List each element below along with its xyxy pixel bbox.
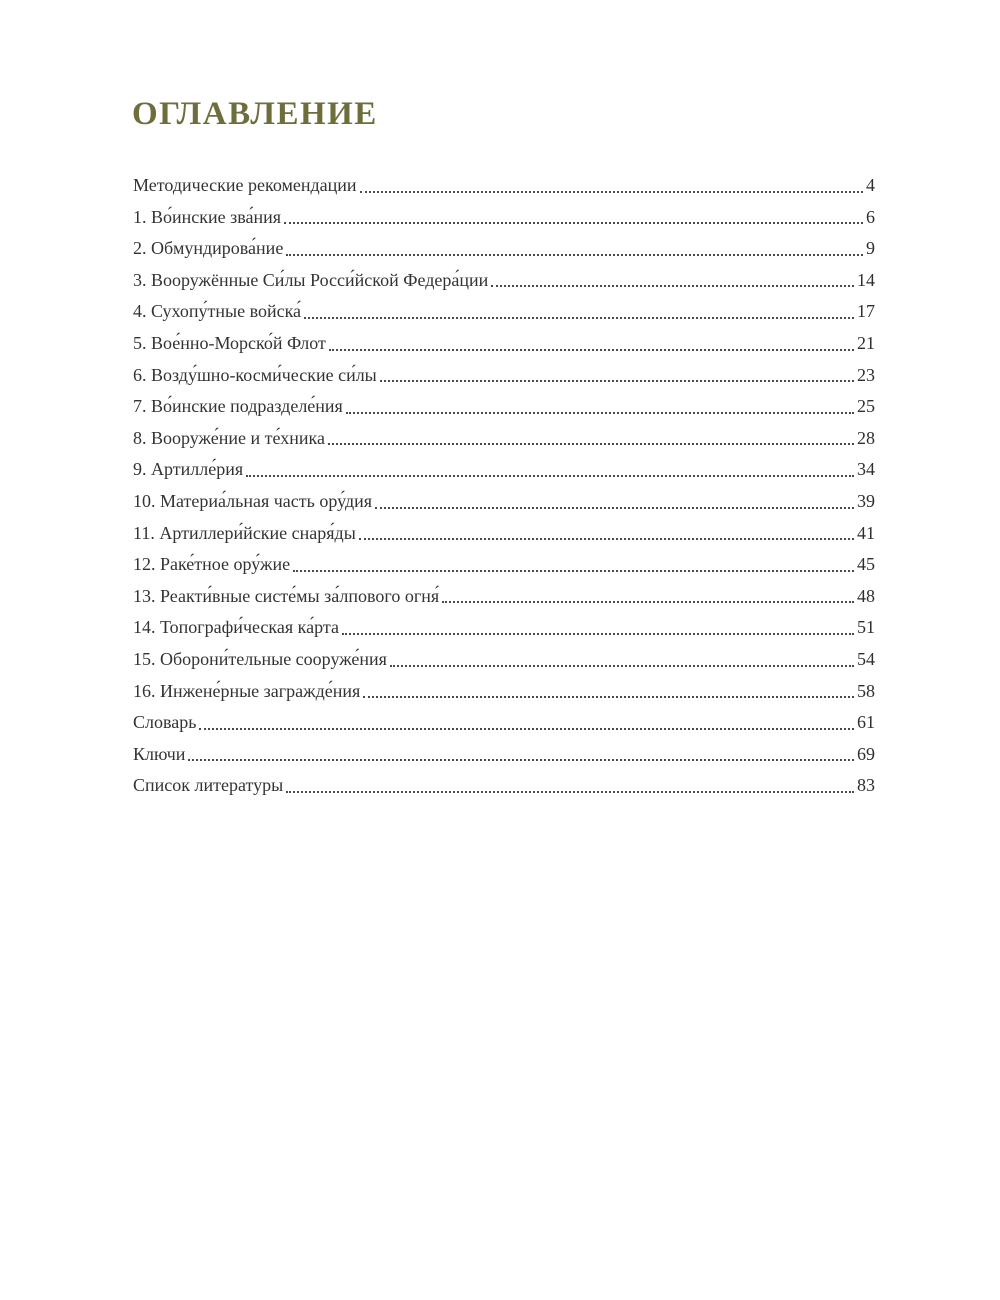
toc-entry (133, 328, 875, 360)
toc-leader-dots (359, 538, 854, 540)
toc-entry-label: 7. Во́инские подразделе́ния (133, 396, 343, 417)
toc-entry-label: 3. Вооружённые Си́лы Росси́йской Федера́ции (133, 269, 489, 290)
toc-page-number: 39 (857, 490, 875, 511)
toc-leader-dots (346, 412, 854, 414)
toc-entry (133, 296, 875, 328)
toc-entry-label: 9. Артилле́рия (133, 459, 244, 480)
toc-page-number: 83 (857, 775, 875, 796)
toc-entry-label: 8. Вооруже́ние и те́хника (133, 427, 325, 448)
toc-leader-dots (199, 728, 854, 730)
toc-entry (133, 612, 875, 644)
toc-leader-dots (246, 475, 854, 477)
toc-page-number: 14 (857, 269, 875, 290)
toc-entry (133, 581, 875, 613)
toc-leader-dots (188, 759, 854, 761)
toc-page-number: 48 (857, 585, 875, 606)
toc-entry (133, 676, 875, 708)
toc-entry-label: 16. Инжене́рные загражде́ния (133, 680, 361, 701)
toc-leader-dots (442, 601, 854, 603)
toc-entry-label: 10. Материа́льная часть ору́дия (133, 490, 373, 511)
toc-leader-dots (293, 570, 854, 572)
toc-leader-dots (329, 349, 854, 351)
toc-entry (133, 770, 875, 802)
toc-entry (133, 265, 875, 297)
toc-entry-label: Методические рекомендации (133, 175, 357, 195)
toc-leader-dots (491, 285, 854, 287)
toc-entry (133, 644, 875, 676)
toc-page-number: 28 (857, 427, 875, 448)
toc-page-number: 25 (857, 396, 875, 417)
toc-entry (133, 454, 875, 486)
toc-entry-label: Словарь (133, 712, 197, 733)
toc-entry-label: 13. Реакти́вные систе́мы за́лпового огня́ (133, 585, 440, 606)
toc-entry-label: Список литературы (133, 775, 284, 796)
toc-entry-label: 6. Возду́шно-косми́ческие си́лы (133, 364, 377, 385)
toc-entry-label: 1. Во́инские зва́ния (133, 206, 282, 227)
toc-page-number: 58 (857, 680, 875, 701)
toc-leader-dots (286, 254, 863, 256)
toc-entry (133, 549, 875, 581)
toc-entry-label: 12. Раке́тное ору́жие (133, 554, 291, 575)
toc-entry (133, 707, 875, 739)
toc-page-number: 34 (857, 459, 875, 480)
toc-leader-dots (284, 222, 863, 224)
toc-entry (133, 423, 875, 455)
toc-page-number: 9 (866, 238, 875, 259)
toc-entry-label: 4. Сухопу́тные войска́ (133, 301, 302, 322)
toc-page-number: 4 (866, 175, 875, 195)
toc-leader-dots (360, 191, 863, 193)
toc-entry (133, 391, 875, 423)
toc-page-number: 54 (857, 648, 875, 669)
toc-leader-dots (286, 791, 854, 793)
toc-entry-label: 5. Вое́нно-Морско́й Флот (133, 332, 326, 353)
toc-leader-dots (342, 633, 854, 635)
toc-page-number: 61 (857, 712, 875, 733)
toc-entry-label: 15. Оборони́тельные сооруже́ния (133, 648, 387, 669)
toc-leader-dots (375, 507, 854, 509)
toc-page-number: 6 (866, 206, 875, 227)
toc-page-number: 45 (857, 554, 875, 575)
toc-leader-dots (328, 443, 854, 445)
toc-entry (133, 486, 875, 518)
toc-page-number: 17 (857, 301, 875, 322)
toc-entry (133, 518, 875, 550)
page-title: ОГЛАВЛЕНИЕ (132, 96, 378, 133)
toc-entry (133, 360, 875, 392)
toc-leader-dots (390, 665, 854, 667)
toc-entry (133, 233, 875, 265)
toc-entry (133, 170, 875, 202)
toc-leader-dots (380, 380, 854, 382)
toc-page-number: 69 (857, 743, 875, 764)
toc-page-number: 51 (857, 617, 875, 638)
toc-entry-label: 2. Обмундирова́ние (133, 238, 284, 259)
toc-page-number: 23 (857, 364, 875, 385)
toc-page-number: 21 (857, 332, 875, 353)
toc-entry-label: 14. Топографи́ческая ка́рта (133, 617, 339, 638)
toc-leader-dots (363, 696, 854, 698)
toc-page-number: 41 (857, 522, 875, 543)
toc-entry-label: 11. Артиллери́йские снаря́ды (133, 522, 356, 543)
toc-entry (133, 202, 875, 234)
toc-entry (133, 739, 875, 771)
toc-list (133, 170, 875, 802)
toc-entry-label: Ключи (133, 743, 186, 764)
toc-leader-dots (304, 317, 854, 319)
